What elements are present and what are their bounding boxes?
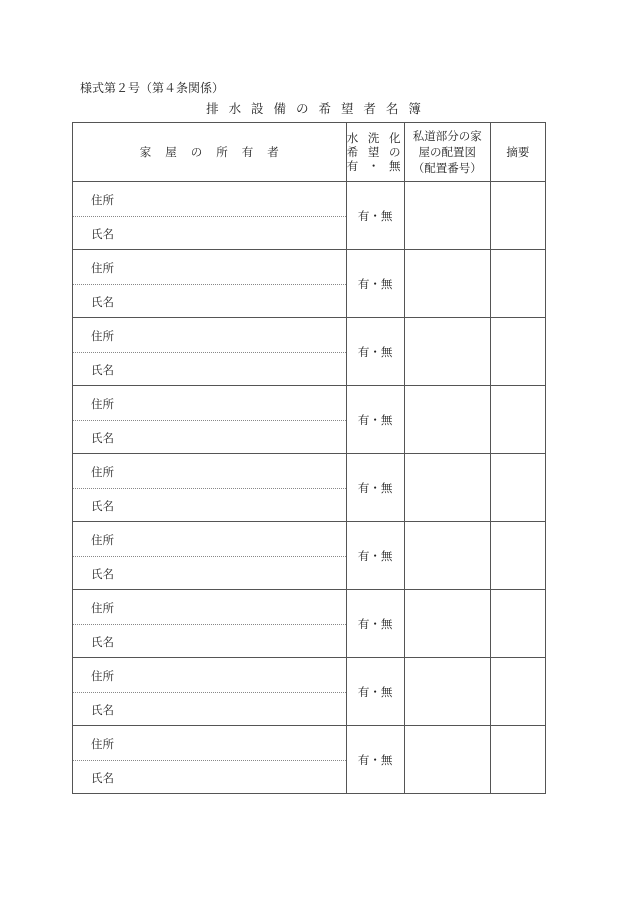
name-label: 氏名 <box>91 635 114 649</box>
layout-map-cell[interactable] <box>404 590 490 658</box>
owner-cell[interactable] <box>73 318 347 386</box>
form-number-label: 様式第２号（第４条関係） <box>80 81 225 95</box>
owner-cell[interactable] <box>73 658 347 726</box>
remarks-cell[interactable] <box>490 318 545 386</box>
table-body <box>73 182 546 794</box>
owner-cell[interactable] <box>73 250 347 318</box>
layout-map-cell[interactable] <box>404 658 490 726</box>
dotted-divider <box>73 420 346 421</box>
flush-option-cell[interactable]: 有・無 <box>346 522 404 590</box>
table-row <box>73 250 546 318</box>
header-map-line-1: 私道部分の家 <box>412 129 482 143</box>
applicant-register-table <box>72 122 546 794</box>
address-label: 住所 <box>91 329 114 343</box>
flush-option-cell[interactable]: 有・無 <box>346 726 404 794</box>
document-title: 排 水 設 備 の 希 望 者 名 簿 <box>206 101 424 116</box>
remarks-cell[interactable] <box>490 522 545 590</box>
remarks-cell[interactable] <box>490 726 545 794</box>
remarks-cell[interactable] <box>490 590 545 658</box>
table-row <box>73 522 546 590</box>
table-row <box>73 590 546 658</box>
remarks-cell[interactable] <box>490 250 545 318</box>
dotted-divider <box>73 488 346 489</box>
layout-map-cell[interactable] <box>404 386 490 454</box>
header-map-line-2: 屋の配置図 <box>418 145 477 159</box>
flush-option-cell[interactable]: 有・無 <box>346 182 404 250</box>
flush-option-cell[interactable]: 有・無 <box>346 318 404 386</box>
table-row <box>73 182 546 250</box>
name-label: 氏名 <box>91 499 114 513</box>
dotted-divider <box>73 556 346 557</box>
flush-option-cell[interactable]: 有・無 <box>346 590 404 658</box>
flush-option-cell[interactable]: 有・無 <box>346 658 404 726</box>
address-label: 住所 <box>91 669 114 683</box>
flush-option-cell[interactable]: 有・無 <box>346 454 404 522</box>
header-flush-toilet <box>346 123 404 182</box>
dotted-divider <box>73 760 346 761</box>
owner-cell[interactable] <box>73 726 347 794</box>
header-layout-map <box>404 123 490 182</box>
layout-map-cell[interactable] <box>404 318 490 386</box>
name-label: 氏名 <box>91 567 114 581</box>
remarks-cell[interactable] <box>490 386 545 454</box>
flush-option-cell[interactable]: 有・無 <box>346 386 404 454</box>
dotted-divider <box>73 216 346 217</box>
address-label: 住所 <box>91 601 114 615</box>
address-label: 住所 <box>91 397 114 411</box>
dotted-divider <box>73 284 346 285</box>
dotted-divider <box>73 692 346 693</box>
name-label: 氏名 <box>91 703 114 717</box>
header-owner: 家屋の所有者 <box>73 123 347 182</box>
header-map-line-3: （配置番号） <box>412 161 482 175</box>
remarks-cell[interactable] <box>490 658 545 726</box>
name-label: 氏名 <box>91 431 114 445</box>
name-label: 氏名 <box>91 227 114 241</box>
table-row <box>73 726 546 794</box>
layout-map-cell[interactable] <box>404 726 490 794</box>
table-row <box>73 318 546 386</box>
layout-map-cell[interactable] <box>404 454 490 522</box>
address-label: 住所 <box>91 193 114 207</box>
layout-map-cell[interactable] <box>404 250 490 318</box>
owner-cell[interactable] <box>73 182 347 250</box>
remarks-cell[interactable] <box>490 454 545 522</box>
owner-cell[interactable] <box>73 522 347 590</box>
dotted-divider <box>73 352 346 353</box>
name-label: 氏名 <box>91 363 114 377</box>
layout-map-cell[interactable] <box>404 522 490 590</box>
owner-cell[interactable] <box>73 590 347 658</box>
header-flush-line-1: 水 洗 化 <box>346 131 404 145</box>
name-label: 氏名 <box>91 771 114 785</box>
header-remarks: 摘要 <box>490 123 545 182</box>
layout-map-cell[interactable] <box>404 182 490 250</box>
owner-cell[interactable] <box>73 454 347 522</box>
table-row <box>73 658 546 726</box>
table-row <box>73 454 546 522</box>
header-flush-line-3: 有 ・ 無 <box>346 159 404 173</box>
table-header-row <box>73 123 546 182</box>
address-label: 住所 <box>91 737 114 751</box>
table-row <box>73 386 546 454</box>
flush-option-cell[interactable]: 有・無 <box>346 250 404 318</box>
remarks-cell[interactable] <box>490 182 545 250</box>
address-label: 住所 <box>91 533 114 547</box>
header-flush-line-2: 希 望 の <box>346 145 404 159</box>
address-label: 住所 <box>91 261 114 275</box>
address-label: 住所 <box>91 465 114 479</box>
dotted-divider <box>73 624 346 625</box>
name-label: 氏名 <box>91 295 114 309</box>
owner-cell[interactable] <box>73 386 347 454</box>
